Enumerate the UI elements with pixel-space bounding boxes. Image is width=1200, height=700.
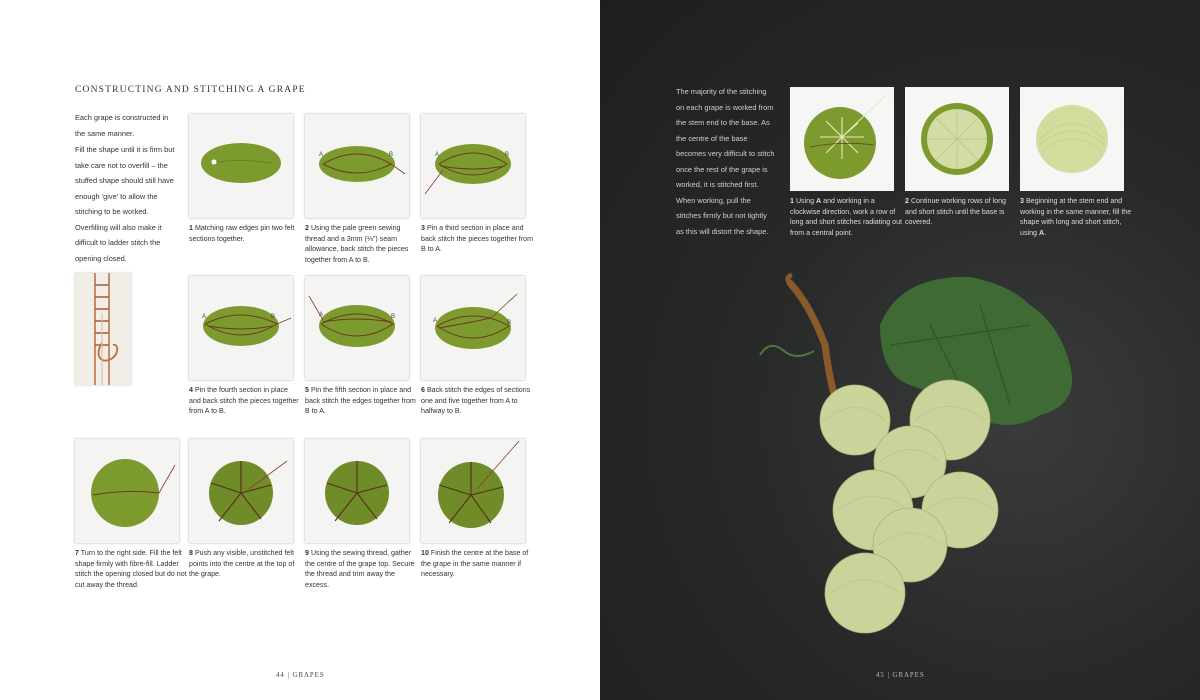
right-folio: 45 | GRAPES — [876, 672, 925, 679]
svg-text:B: B — [389, 152, 394, 158]
svg-text:A: A — [435, 152, 440, 158]
step-4-photo — [189, 276, 293, 380]
right-page — [600, 0, 1200, 700]
svg-text:B: B — [507, 320, 512, 326]
svg-text:B: B — [505, 152, 510, 158]
step-3-caption: 3 Pin a third section in place and back stitch the pieces together from B to A. — [421, 224, 533, 253]
step-1-photo — [189, 114, 293, 218]
step-1-caption: 1 Matching raw edges pin two felt sections together. — [189, 224, 295, 243]
svg-text:B: B — [391, 314, 396, 320]
svg-text:A: A — [319, 312, 324, 318]
step-3-photo — [421, 114, 525, 218]
step-10-caption: 10 Finish the centre at the base of the grape in the same manner if necessary. — [421, 549, 529, 578]
intro-paragraph-1: Each grape is constructed in the same manner. — [75, 113, 169, 138]
left-folio: 44 | GRAPES — [276, 672, 325, 679]
stitch-step-3-caption: 3 Beginning at the stem end and working in the same manner, fill the shape with long and short stitch, using A. — [1020, 197, 1132, 237]
step-8-photo — [189, 439, 293, 543]
svg-text:A: A — [202, 314, 207, 320]
step-8-caption: 8 Push any visible, unstitched felt points into the centre at the top of the grape. — [189, 549, 295, 578]
page-heading: CONSTRUCTING AND STITCHING A GRAPE — [75, 85, 306, 95]
step-9-photo — [305, 439, 409, 543]
step-6-photo — [421, 276, 525, 380]
step-5-caption: 5 Pin the fifth section in place and back stitch the edges together from B to A. — [305, 386, 416, 415]
stitch-step-1-caption: 1 Using A and working in a clockwise direction, work a row of long and short stitches radiating out from a central point. — [790, 197, 902, 237]
right-intro-text: The majority of the stitching on each grape is worked from the stem end to the base. As the centre of the base becomes very difficult to stitch once the rest of the grape is worked, it is stitched first. When working, pull the stitches firmly but not tightly as this will distort the shape. — [676, 87, 775, 236]
stitch-step-2-photo — [905, 87, 1009, 191]
step-2-caption: 2 Using the pale green sewing thread and a 3mm (⅛") seam allowance, back stitch the pieces together from A to B. — [305, 224, 409, 264]
svg-text:B: B — [271, 314, 276, 320]
step-5-photo — [305, 276, 409, 380]
step-2-photo — [305, 114, 409, 218]
step-7-photo — [75, 439, 179, 543]
ladder-stitch-diagram — [75, 273, 131, 385]
stitch-step-2-caption: 2 Continue working rows of long and short stitch until the base is covered. — [905, 197, 1006, 226]
intro-text — [75, 110, 177, 267]
stitch-step-1-photo — [790, 87, 894, 191]
step-9-caption: 9 Using the sewing thread, gather the centre of the grape top. Secure the thread and trim away the excess. — [305, 549, 415, 589]
grape-bunch-image — [730, 265, 1200, 665]
step-4-caption: 4 Pin the fourth section in place and back stitch the pieces together from A to B. — [189, 386, 299, 415]
svg-text:A: A — [433, 318, 438, 324]
step-7-caption: 7 Turn to the right side. Fill the felt shape firmly with fibre-fill. Ladder stitch the opening closed but do not cut away the thread. — [75, 549, 187, 589]
step-6-caption: 6 Back stitch the edges of sections one and five together from A to halfway to B. — [421, 386, 531, 415]
stitch-step-3-photo — [1020, 87, 1124, 191]
svg-text:A: A — [319, 152, 324, 158]
intro-paragraph-2: Fill the shape until it is firm but take care not to overfill – the stuffed shape should still have enough 'give' to allow the stitching to be worked. Overfilling will also make it difficult to ladder stitch the opening closed. — [75, 145, 175, 263]
step-10-photo — [421, 439, 525, 543]
